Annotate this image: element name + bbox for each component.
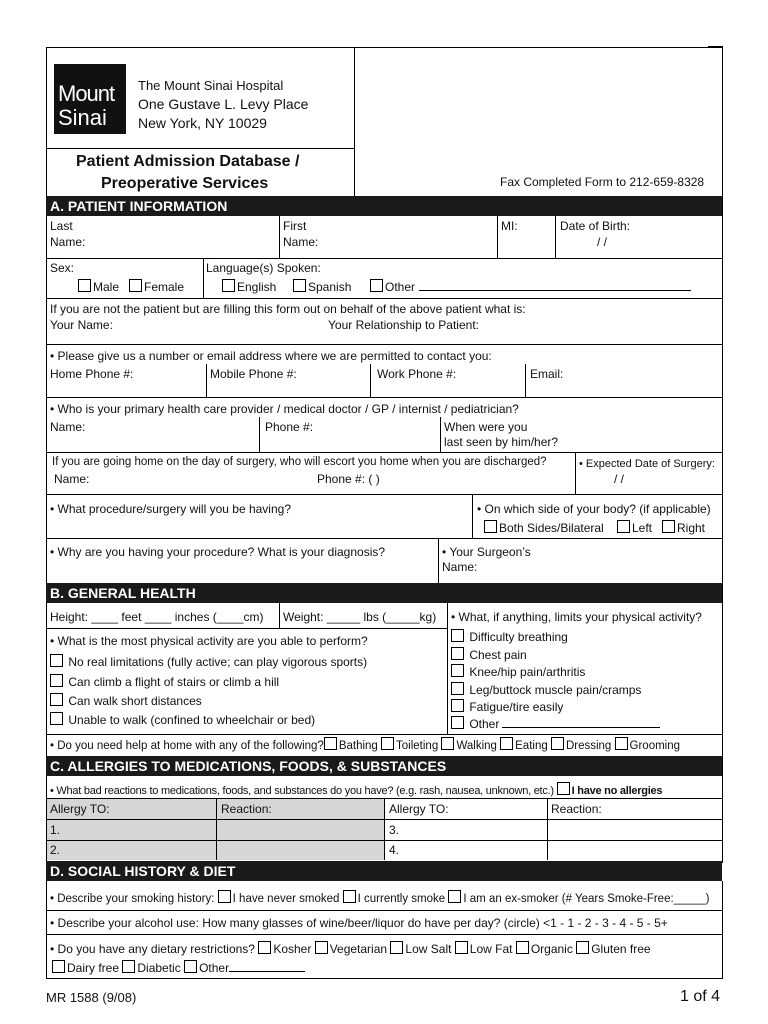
provider-name-field[interactable]: Name: [50, 420, 86, 434]
limit-checkbox[interactable] [451, 647, 464, 660]
activity-option[interactable]: Can climb a flight of stairs or climb a hill [50, 674, 279, 689]
allergy-to-header: Allergy TO: [389, 802, 449, 816]
allergy-to-header: Allergy TO: [50, 802, 110, 816]
last-seen-label-2[interactable]: last seen by him/her? [444, 435, 559, 449]
form-code: MR 1588 (9/08) [46, 990, 137, 1005]
section-d-header: D. SOCIAL HISTORY & DIET [46, 861, 722, 881]
bilateral-option[interactable]: Both Sides/Bilateral [484, 520, 604, 535]
height-field[interactable]: Height: ____ feet ____ inches (____cm) [50, 610, 264, 624]
diabetic-checkbox[interactable] [122, 960, 135, 973]
smoking-question: • Describe your smoking history: [50, 893, 215, 905]
spanish-option[interactable]: Spanish [293, 279, 351, 294]
never-smoked-checkbox[interactable] [218, 890, 231, 903]
last-name-field[interactable]: Name: [50, 235, 86, 249]
mi-field[interactable]: MI: [501, 219, 518, 233]
kosher-checkbox[interactable] [258, 941, 271, 954]
left-side-option[interactable]: Left [617, 520, 652, 535]
help-row: • Do you need help at home with any of the following? Bathing Toileting Walking Eating Dressing Grooming [50, 737, 680, 753]
section-b-header: B. GENERAL HEALTH [46, 583, 722, 603]
female-option[interactable]: Female [129, 279, 184, 294]
limits-question: • What, if anything, limits your physical activity? [451, 610, 702, 624]
your-name-field[interactable]: Your Name: [50, 318, 113, 332]
limit-checkbox[interactable] [451, 664, 464, 677]
surgeon-name-field[interactable]: Name: [442, 560, 478, 574]
escort-question: If you are going home on the day of surgery, who will escort you home when you are discharged? [52, 456, 547, 468]
sex-label: Sex: [50, 261, 75, 275]
mount-sinai-logo: Mount Sinai [54, 64, 126, 134]
hospital-name: The Mount Sinai Hospital [138, 78, 284, 93]
other-language-checkbox[interactable] [370, 279, 383, 292]
email-field[interactable]: Email: [530, 367, 564, 381]
reactions-question: • What bad reactions to medications, foods, and substances do you have? (e.g. rash, nausea, unknown, etc.) I have no allergies [50, 782, 662, 798]
page-number: 1 of 4 [680, 988, 721, 1005]
allergy-row-number[interactable]: 4. [389, 843, 400, 857]
provider-question: • Who is your primary health care provider / medical doctor / GP / internist / pediatrician? [50, 402, 519, 416]
hospital-address-2: New York, NY 10029 [138, 115, 267, 131]
last-label: Last [50, 219, 73, 233]
dressing-checkbox[interactable] [551, 737, 564, 750]
other-language-option[interactable]: Other [370, 279, 691, 294]
organic-checkbox[interactable] [516, 941, 529, 954]
diagnosis-question[interactable]: • Why are you having your procedure? What is your diagnosis? [50, 545, 386, 559]
diet-row-2: Dairy free Diabetic Other [52, 960, 305, 975]
ex-smoker-checkbox[interactable] [448, 890, 461, 903]
procedure-question[interactable]: • What procedure/surgery will you be having? [50, 502, 291, 516]
reaction-header: Reaction: [551, 802, 602, 816]
low-fat-checkbox[interactable] [455, 941, 468, 954]
behalf-question: If you are not the patient but are filling this form out on behalf of the above patient what is: [50, 302, 526, 316]
activity-option[interactable]: Can walk short distances [50, 693, 202, 708]
form-title-line-2: Preoperative Services [101, 175, 269, 192]
home-phone-field[interactable]: Home Phone #: [50, 367, 134, 381]
language-label: Language(s) Spoken: [206, 261, 321, 275]
activity-checkbox[interactable] [50, 674, 63, 687]
limit-option[interactable]: Knee/hip pain/arthritis [451, 664, 585, 679]
grooming-checkbox[interactable] [615, 737, 628, 750]
right-side-checkbox[interactable] [662, 520, 675, 533]
smoking-row: • Describe your smoking history: I have never smoked I currently smoke I am an ex-smoker (# Years Smoke-Free:_____) [50, 890, 709, 906]
provider-phone-field[interactable]: Phone #: [265, 420, 314, 434]
fax-instruction: Fax Completed Form to 212-659-8328 [500, 175, 705, 189]
alcohol-question[interactable]: • Describe your alcohol use: How many glasses of wine/beer/liquor do have per day? (circle) <1 - 1 - 2 - 3 - 4 - 5 - 5+ [50, 916, 668, 930]
walking-checkbox[interactable] [441, 737, 454, 750]
weight-field[interactable]: Weight: _____ lbs (_____kg) [283, 610, 437, 624]
right-side-option[interactable]: Right [662, 520, 705, 535]
diet-question: • Do you have any dietary restrictions? [50, 942, 255, 956]
english-checkbox[interactable] [222, 279, 235, 292]
limit-option[interactable]: Fatigue/tire easily [451, 699, 563, 714]
reaction-header: Reaction: [221, 802, 272, 816]
help-question: • Do you need help at home with any of the following? [50, 740, 324, 752]
dairy-free-checkbox[interactable] [52, 960, 65, 973]
surgeon-label: • Your Surgeon’s [442, 545, 531, 559]
bilateral-checkbox[interactable] [484, 520, 497, 533]
other-diet-checkbox[interactable] [184, 960, 197, 973]
limit-checkbox[interactable] [451, 699, 464, 712]
gluten-free-checkbox[interactable] [576, 941, 589, 954]
expected-date-field[interactable]: • Expected Date of Surgery: [579, 458, 715, 470]
left-side-checkbox[interactable] [617, 520, 630, 533]
limit-option[interactable]: Leg/buttock muscle pain/cramps [451, 682, 641, 697]
allergy-row-number[interactable]: 1. [50, 823, 61, 837]
contact-question: • Please give us a number or email address where we are permitted to contact you: [50, 349, 492, 363]
limit-option[interactable]: Other [451, 716, 660, 731]
activity-option[interactable]: Unable to walk (confined to wheelchair or bed) [50, 712, 315, 727]
side-question: • On which side of your body? (if applicable) [477, 502, 711, 516]
spanish-checkbox[interactable] [293, 279, 306, 292]
allergy-row-number[interactable]: 2. [50, 843, 61, 857]
male-checkbox[interactable] [78, 279, 91, 292]
limit-checkbox[interactable] [451, 716, 464, 729]
currently-smoke-checkbox[interactable] [343, 890, 356, 903]
hospital-address-1: One Gustave L. Levy Place [138, 96, 309, 112]
dob-field[interactable]: Date of Birth: [560, 219, 631, 233]
low-salt-checkbox[interactable] [390, 941, 403, 954]
activity-checkbox[interactable] [50, 693, 63, 706]
limit-checkbox[interactable] [451, 682, 464, 695]
activity-checkbox[interactable] [50, 654, 63, 667]
english-option[interactable]: English [222, 279, 276, 294]
expected-date-slashes: / / [614, 472, 625, 486]
toileting-checkbox[interactable] [381, 737, 394, 750]
relationship-field[interactable]: Your Relationship to Patient: [328, 318, 479, 332]
first-label: First [283, 219, 307, 233]
activity-option[interactable]: No real limitations (fully active; can play vigorous sports) [50, 654, 367, 669]
vegetarian-checkbox[interactable] [315, 941, 328, 954]
activity-checkbox[interactable] [50, 712, 63, 725]
limit-option[interactable]: Difficulty breathing [451, 629, 568, 644]
escort-name-field[interactable]: Name: [54, 472, 90, 486]
eating-checkbox[interactable] [500, 737, 513, 750]
diet-row-1: • Do you have any dietary restrictions? Kosher Vegetarian Low Salt Low Fat Organic Gluten free [50, 942, 651, 956]
limit-checkbox[interactable] [451, 629, 464, 642]
last-seen-label-1: When were you [444, 420, 528, 434]
escort-phone-field[interactable]: Phone #: ( ) [317, 472, 380, 486]
activity-question: • What is the most physical activity are you able to perform? [50, 634, 368, 648]
bathing-checkbox[interactable] [324, 737, 337, 750]
work-phone-field[interactable]: Work Phone #: [377, 367, 457, 381]
mobile-phone-field[interactable]: Mobile Phone #: [210, 367, 297, 381]
male-option[interactable]: Male [78, 279, 119, 294]
dob-slashes: / / [597, 235, 608, 249]
female-checkbox[interactable] [129, 279, 142, 292]
limit-option[interactable]: Chest pain [451, 647, 527, 662]
no-allergies-checkbox[interactable] [557, 782, 570, 795]
section-c-header: C. ALLERGIES TO MEDICATIONS, FOODS, & SUBSTANCES [46, 756, 722, 776]
allergy-row-number[interactable]: 3. [389, 823, 400, 837]
first-name-field[interactable]: Name: [283, 235, 319, 249]
form-title-line-1: Patient Admission Database / [76, 153, 300, 170]
section-a-header: A. PATIENT INFORMATION [46, 196, 722, 216]
